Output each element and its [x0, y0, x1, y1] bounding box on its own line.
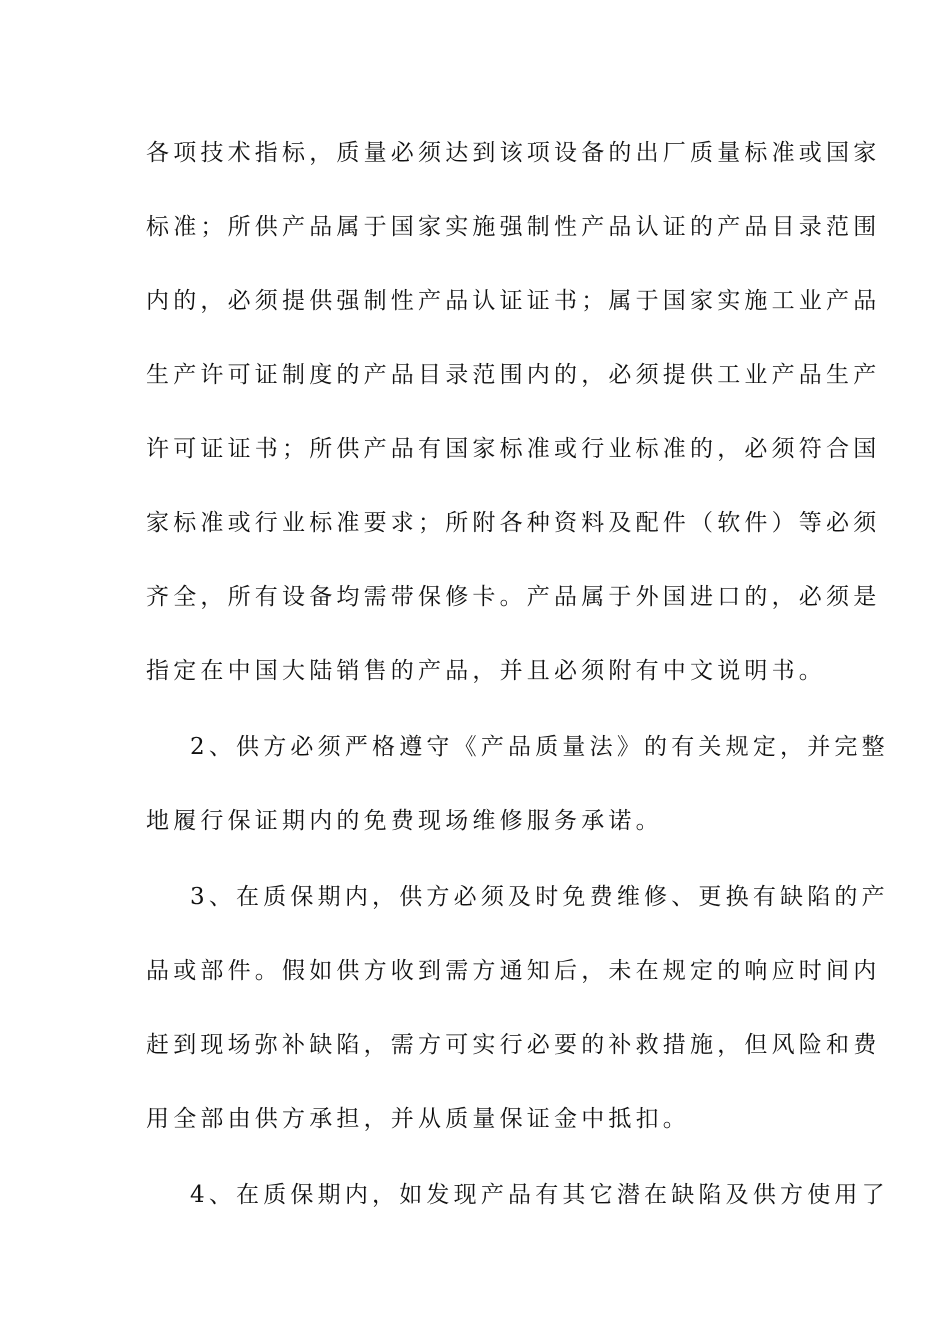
text-line: 家标准或行业标准要求；所附各种资料及配件（软件）等必须 [146, 510, 881, 536]
text-line: 地履行保证期内的免费现场维修服务承诺。 [146, 808, 663, 834]
text-line: 许可证证书；所供产品有国家标准或行业标准的，必须符合国 [146, 436, 881, 462]
text-line: 品或部件。假如供方收到需方通知后，未在规定的响应时间内 [146, 958, 881, 984]
paragraph-2-first-line: 2、供方必须严格遵守《产品质量法》的有关规定，并完整 [190, 734, 889, 760]
text-line: 内的，必须提供强制性产品认证证书；属于国家实施工业产品 [146, 288, 881, 314]
text-line: 用全部由供方承担，并从质量保证金中抵扣。 [146, 1106, 690, 1132]
text-line: 各项技术指标，质量必须达到该项设备的出厂质量标准或国家 [146, 140, 881, 166]
paragraph-4-first-line: 4、在质保期内，如发现产品有其它潜在缺陷及供方使用了 [190, 1182, 889, 1208]
text-line: 生产许可证制度的产品目录范围内的，必须提供工业产品生产 [146, 362, 881, 388]
text-line: 指定在中国大陆销售的产品，并且必须附有中文说明书。 [146, 658, 826, 684]
paragraph-3-first-line: 3、在质保期内，供方必须及时免费维修、更换有缺陷的产 [190, 884, 889, 910]
text-line: 标准；所供产品属于国家实施强制性产品认证的产品目录范围 [146, 214, 881, 240]
text-line: 赶到现场弥补缺陷，需方可实行必要的补救措施，但风险和费 [146, 1032, 881, 1058]
text-line: 齐全，所有设备均需带保修卡。产品属于外国进口的，必须是 [146, 584, 881, 610]
